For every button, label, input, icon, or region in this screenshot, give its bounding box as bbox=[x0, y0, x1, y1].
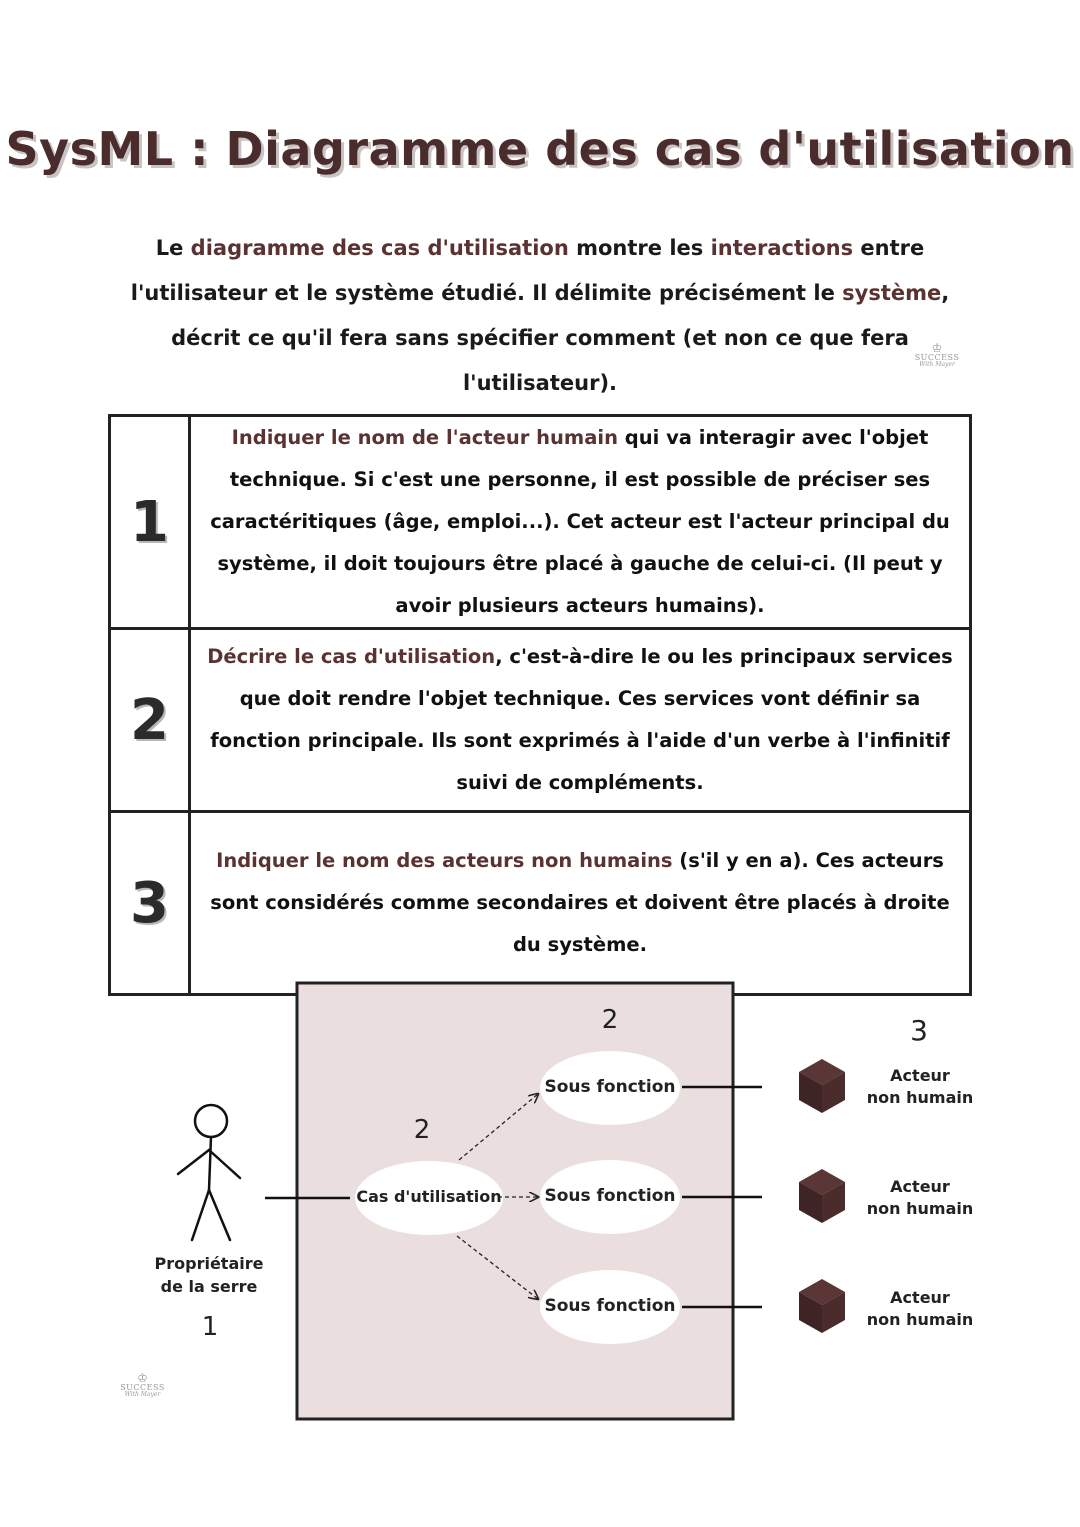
step-number: 2 bbox=[110, 629, 190, 812]
actor-label-line1: Propriétaire bbox=[154, 1254, 264, 1273]
secondary-actor-line2: non humain bbox=[866, 1199, 974, 1218]
step-text: , c'est-à-dire le ou les principaux services que doit rendre l'objet technique. Ces services vont définir sa fonction principale. Ils sont exprimés à l'aide d'un verbe à l'infinitif suivi de compléments. bbox=[210, 645, 953, 794]
crown-icon: ♔ bbox=[137, 1371, 148, 1385]
intro-highlight-interactions: interactions bbox=[710, 236, 854, 260]
logo-sub: With Mayer bbox=[919, 361, 955, 368]
secondary-actor-line1: Acteur bbox=[890, 1288, 950, 1307]
logo-sub: With Mayer bbox=[124, 1391, 161, 1398]
steps-table bbox=[108, 414, 972, 996]
secondary-actor-line1: Acteur bbox=[890, 1066, 950, 1085]
secondary-actor-line2: non humain bbox=[866, 1088, 974, 1107]
intro-text-2: montre les bbox=[568, 236, 711, 260]
cube-icon bbox=[799, 1169, 845, 1223]
step-description bbox=[190, 812, 971, 995]
secondary-actor-label bbox=[862, 1065, 978, 1109]
cube-icon bbox=[799, 1059, 845, 1113]
actor-number: 1 bbox=[201, 1312, 219, 1342]
step-highlight: Indiquer le nom des acteurs non humains bbox=[216, 849, 673, 872]
logo-word: SUCCESS bbox=[120, 1383, 165, 1392]
stick-figure-icon bbox=[178, 1105, 240, 1240]
intro-highlight-system: système bbox=[842, 281, 942, 305]
success-logo-top bbox=[912, 342, 962, 368]
secondary-actor-line1: Acteur bbox=[890, 1177, 950, 1196]
step-description bbox=[190, 629, 971, 812]
intro-highlight-diagram: diagramme des cas d'utilisation bbox=[190, 236, 569, 260]
intro-paragraph bbox=[105, 226, 975, 406]
sub-function-number: 2 bbox=[601, 1005, 619, 1035]
logo-word: SUCCESS bbox=[914, 353, 960, 362]
step-row bbox=[110, 812, 971, 995]
secondary-actor-number: 3 bbox=[910, 1014, 928, 1047]
step-text: (s'il y en a). Ces acteurs sont considérés comme secondaires et doivent être placés à droite du système. bbox=[210, 849, 950, 956]
crown-icon: ♔ bbox=[931, 341, 943, 355]
step-text: qui va interagir avec l'objet technique. Si c'est une personne, il est possible de préciser ses caractéritiques (âge, emploi...). Cet acteur est l'acteur principal du système, il doit toujours être placé à gauche de celui-ci. (Il peut y avoir plusieurs acteurs humains). bbox=[210, 426, 950, 617]
intro-text-3: entre l'utilisateur et le système étudié. Il délimite précisément le bbox=[130, 236, 925, 305]
actor-label-line2: de la serre bbox=[160, 1277, 258, 1296]
use-case-label: Cas d'utilisation bbox=[356, 1187, 502, 1206]
cube-icon bbox=[799, 1279, 845, 1333]
actor-label bbox=[140, 1252, 278, 1298]
step-row bbox=[110, 629, 971, 812]
step-highlight: Décrire le cas d'utilisation bbox=[207, 645, 496, 668]
step-number: 1 bbox=[110, 416, 190, 629]
step-highlight: Indiquer le nom de l'acteur humain bbox=[231, 426, 618, 449]
step-description bbox=[190, 416, 971, 629]
intro-text-4: , décrit ce qu'il fera sans spécifier comment (et non ce que fera l'utilisateur). bbox=[171, 281, 950, 395]
sub-function-label: Sous fonction bbox=[544, 1077, 676, 1097]
page-title: SysML : Diagramme des cas d'utilisation bbox=[5, 122, 1075, 176]
secondary-actor-label bbox=[862, 1176, 978, 1220]
use-case-number: 2 bbox=[413, 1115, 431, 1145]
intro-text-1: Le bbox=[155, 236, 191, 260]
step-number: 3 bbox=[110, 812, 190, 995]
sub-function-label: Sous fonction bbox=[544, 1296, 676, 1316]
secondary-actor-line2: non humain bbox=[866, 1310, 974, 1329]
success-logo-bottom bbox=[115, 1372, 170, 1398]
secondary-actor-label bbox=[862, 1287, 978, 1331]
step-row bbox=[110, 416, 971, 629]
sub-function-label: Sous fonction bbox=[544, 1186, 676, 1206]
